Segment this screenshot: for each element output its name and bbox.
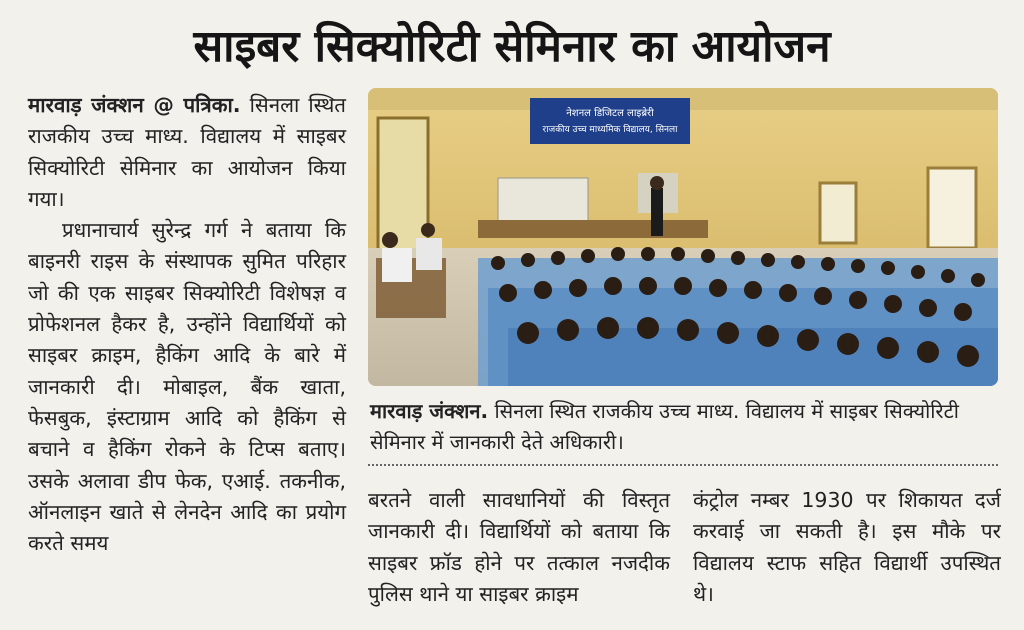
- caption-divider: [368, 464, 998, 466]
- photo-caption: [370, 396, 994, 458]
- speaker-figure: [651, 188, 663, 236]
- classroom-photo-illustration: [368, 88, 998, 386]
- article-middle-column: [368, 485, 670, 610]
- seated-staff-2: [416, 238, 442, 270]
- caption-text: सिनला स्थित राजकीय उच्च माध्य. विद्यालय में साइबर सिक्योरिटी सेमिनार में जानकारी देते अधिकारी।: [370, 399, 959, 454]
- article-left-column: [28, 90, 346, 559]
- paragraph-2: प्रधानाचार्य सुरेन्द्र गर्ग ने बताया कि बाइनरी राइस के संस्थापक सुमित परिहार जो की एक साइबर सिक्योरिटी विशेषज्ञ व प्रोफेशनल हैकर है, उन्होंने विद्यार्थियों को साइबर क्राइम, हैकिंग आदि के बारे में जानकारी दी। मोबाइल, बैंक खाता, फेसबुक, इंस्टाग्राम आदि को हैकिंग से बचाने व हैकिंग रोकने के टिप्स बताए। उसके अलावा डीप फेक, एआई. तकनीक, ऑनलाइन खाते से लेनदेन आदि का प्रयोग करते समय: [28, 218, 346, 556]
- front-table: [478, 220, 708, 238]
- middle-column-text: बरतने वाली सावधानियों की विस्तृत जानकारी दी। विद्यार्थियों को बताया कि साइबर फ्रॉड होने पर तत्काल नजदीक पुलिस थाने या साइबर क्राइम: [368, 488, 670, 606]
- dateline: मारवाड़ जंक्शन @ पत्रिका.: [28, 93, 241, 117]
- seminar-photo: [368, 88, 998, 386]
- right-window-2: [928, 168, 976, 248]
- banner-line-2: राजकीय उच्च माध्यमिक विद्यालय, सिनला: [542, 125, 678, 135]
- caption-place: मारवाड़ जंक्शन.: [370, 399, 489, 423]
- right-window-1: [820, 183, 856, 243]
- projector-screen: [498, 178, 588, 223]
- school-banner: [530, 98, 690, 144]
- seated-staff-head-1: [382, 232, 398, 248]
- speaker-head: [650, 176, 664, 190]
- banner-line-1: नेशनल डिजिटल लाइब्रेरी: [566, 108, 654, 119]
- paragraph-1: [28, 90, 346, 215]
- article-right-column: [693, 485, 1001, 610]
- seated-staff-head-2: [421, 223, 435, 237]
- seated-staff-1: [382, 248, 412, 282]
- headline: साइबर सिक्योरिटी सेमिनार का आयोजन: [193, 21, 831, 72]
- paragraph-1-text: सिनला स्थित राजकीय उच्च माध्य. विद्यालय में साइबर सिक्योरिटी सेमिनार का आयोजन किया गया।: [28, 93, 346, 211]
- right-column-text: कंट्रोल नम्बर 1930 पर शिकायत दर्ज करवाई जा सकती है। इस मौके पर विद्यालय स्टाफ सहित विद्यार्थी उपस्थित थे।: [693, 488, 1001, 606]
